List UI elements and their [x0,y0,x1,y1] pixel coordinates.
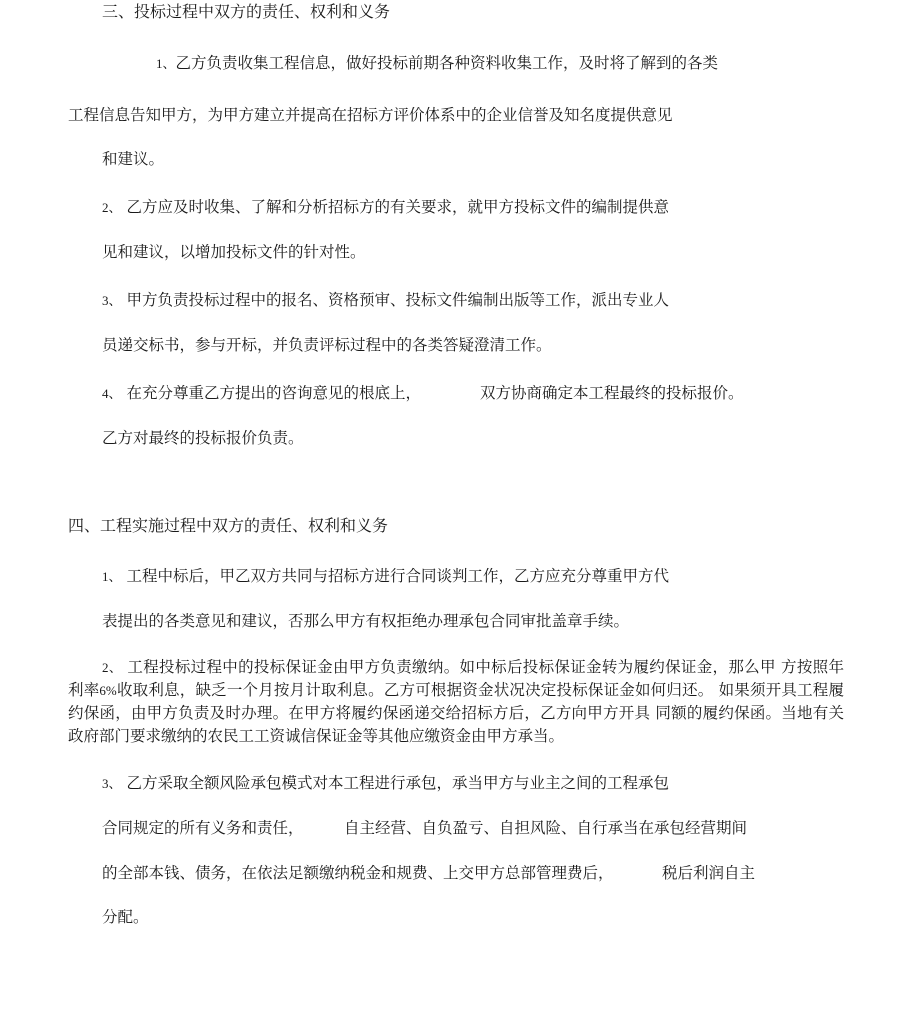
s4-item2-paragraph [68,656,844,748]
s4-item2-number: 2、 [102,660,123,675]
s3-item1-line1 [156,52,718,75]
s3-item3-number: 3、 [102,293,122,308]
s4-item3-line2-b: 自主经营、自负盈亏、自担风险、自行承当在承包经营期间 [344,819,748,837]
s3-item1-number: 1、 [156,56,176,71]
s4-item3-line2-a: 合同规定的所有义务和责任， [102,819,304,837]
s4-item2-text-b: 收取利息，缺乏一个月按月计取利息。乙方可根据资金状况决定投标保证金如何归还。 如果须开具工程履约保函，由甲方负责及时办理。在甲方将履约保函递交给招标方后，乙方向甲方开具 同额的履约保函。当地有关政府部门要求缴纳的农民工工资诚信保证金等其他应缴资金由甲方承当。 [68,681,844,745]
s3-item2-line2: 见和建议，以增加投标文件的针对性。 [102,243,366,261]
s3-item1-line3: 和建议。 [102,150,165,168]
s4-item2-rate: 6% [99,683,117,698]
s4-item3-line1 [102,772,669,795]
s4-item1-number: 1、 [102,569,122,584]
s4-item3-number: 3、 [102,776,122,791]
s4-item3-line4: 分配。 [102,908,149,926]
s3-item3-line2: 员递交标书，参与开标，并负责评标过程中的各类答疑澄清工作。 [102,336,552,354]
s4-item3-line3-a: 的全部本钱、债务，在依法足额缴纳税金和规费、上交甲方总部管理费后， [102,864,614,882]
s3-item4-line1 [102,382,421,405]
s3-item4-number: 4、 [102,386,122,401]
s3-item2-text: 乙方应及时收集、了解和分析招标方的有关要求，就甲方投标文件的编制提供意 [126,198,669,216]
s3-item3-text: 甲方负责投标过程中的报名、资格预审、投标文件编制出版等工作，派出专业人 [126,291,669,309]
s3-item4-line1-b: 双方协商确定本工程最终的投标报价。 [480,384,744,402]
s4-item2-text-a: 工程投标过程中的投标保证金由甲方负责缴纳。如中标后投标保证金转为履约保证金，那么甲 方按照年利率 [68,658,844,699]
s4-item1-line1 [102,565,669,588]
s3-item2-number: 2、 [102,200,122,215]
s4-item1-line2: 表提出的各类意见和建议，否那么甲方有权拒绝办理承包合同审批盖章手续。 [102,612,630,630]
section-3-heading: 三、投标过程中双方的责任、权利和义务 [102,2,391,21]
section-4-heading: 四、工程实施过程中双方的责任、权利和义务 [68,516,389,535]
s3-item4-line2: 乙方对最终的投标报价负责。 [102,429,304,447]
s3-item1-text: 乙方负责收集工程信息，做好投标前期各种资料收集工作，及时将了解到的各类 [175,54,719,72]
s3-item3-line1 [102,289,669,312]
s3-item1-line2: 工程信息告知甲方，为甲方建立并提高在招标方评价体系中的企业信誉及知名度提供意见 [68,106,673,124]
s4-item3-text: 乙方采取全额风险承包模式对本工程进行承包，承当甲方与业主之间的工程承包 [126,774,669,792]
s4-item1-text: 工程中标后，甲乙双方共同与招标方进行合同谈判工作，乙方应充分尊重甲方代 [126,567,669,585]
s4-item3-line3-b: 税后利润自主 [662,864,756,882]
s3-item2-line1 [102,196,669,219]
s3-item4-text-a: 在充分尊重乙方提出的咨询意见的根底上， [126,384,421,402]
